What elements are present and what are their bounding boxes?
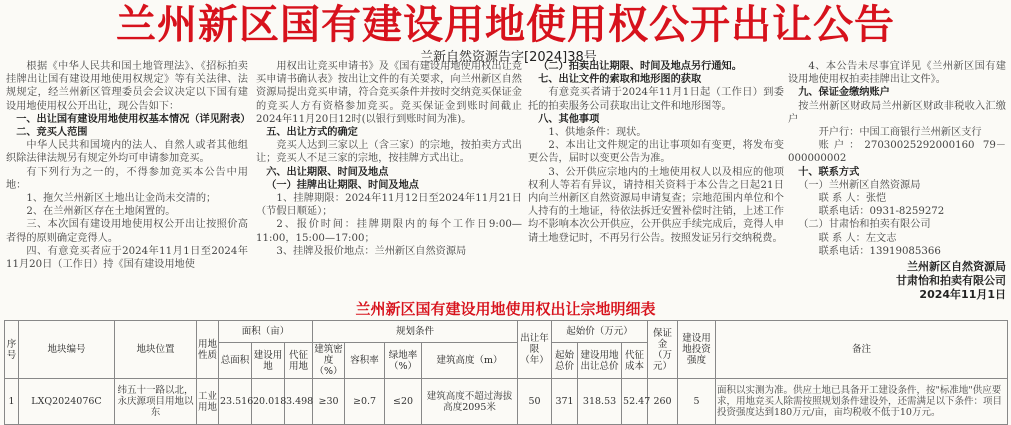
deposit-account-desc: 按兰州新区财政局兰州新区财政非税收入汇缴户 <box>788 100 1006 125</box>
th-use: 用地性质 <box>197 321 219 379</box>
th-location: 地块位置 <box>115 321 197 379</box>
col2-paragraph: 1、挂牌期限：2024年11月12日至2024年11月21日（节假日顺延）； <box>256 193 522 218</box>
th-area-road: 代征用地 <box>285 343 313 379</box>
th-deposit: 保证金（万元） <box>648 321 678 379</box>
cell-area-build: 20.018 <box>252 379 285 425</box>
contact-person-1: 联 系 人：张恺 <box>818 193 887 205</box>
col2-paragraph: （一）挂牌出让期限、时间及地点 <box>266 179 419 191</box>
contact-org-2: （二）甘肃怡和拍卖有限公司 <box>798 219 931 231</box>
cell-use: 工业用地 <box>197 379 219 425</box>
col1-paragraph: 2、在兰州新区存在土地闲置的。 <box>26 206 176 218</box>
col3-paragraph: 1、供地条件：现状。 <box>548 127 647 139</box>
cell-invest: 5 <box>678 379 716 425</box>
cell-code: LXQ2024076C <box>19 379 115 425</box>
col2-paragraph: 六、出让期限、时间及地点 <box>266 166 389 178</box>
th-price-road: 代征成本 <box>622 343 648 379</box>
th-density: 建筑密度（%） <box>314 344 343 377</box>
table-row <box>5 379 1008 425</box>
th-price-start: 起始总价 <box>552 343 578 379</box>
notice-number: 兰新自然资源告字[2024]38号 <box>420 50 597 65</box>
th-plan: 规划条件 <box>313 321 518 343</box>
contact-person-2: 联 系 人：左文志 <box>818 232 897 244</box>
cell-seq: 1 <box>5 379 19 425</box>
col4-lead: 4、本公告未尽事宜详见《兰州新区国有建设用地使用权拍卖挂牌出让文件》。 <box>788 61 1006 86</box>
cell-green: ≤20 <box>385 379 422 425</box>
column-4 <box>788 60 1006 302</box>
th-height: 建筑高度（m） <box>422 343 518 379</box>
col1-paragraph: 四、有意竞买者应于2024年11月1日至2024年11月20日（工作日）持《国有建设用地使 <box>6 245 248 271</box>
deposit-bank: 开户行：中国工商银行兰州新区支行 <box>818 127 982 139</box>
contact-phone-2: 联系电话：13919085366 <box>818 245 941 257</box>
signature-date: 2024年11月1日 <box>919 288 1006 302</box>
col2-paragraph: 五、出让方式的确定 <box>266 127 358 139</box>
th-area-build: 建设用地 <box>252 343 285 379</box>
contact-phone-1: 联系电话：0931-8259272 <box>818 206 945 218</box>
col3-paragraph: 八、其他事项 <box>538 113 600 125</box>
th-price: 起始价（万元） <box>552 321 648 343</box>
col1-paragraph: 三、本次国有建设用地使用权公开出让按照价高者得的原则确定竞得人。 <box>6 219 248 244</box>
contact-heading: 十、联系方式 <box>798 166 860 178</box>
cell-price-road: 52.47 <box>622 379 648 425</box>
th-note: 备注 <box>716 321 1008 379</box>
th-invest: 建设用地投资强度 <box>678 321 716 379</box>
cell-density: ≥30 <box>313 379 345 425</box>
deposit-heading: 九、保证金缴纳账户 <box>798 87 890 99</box>
th-area: 面积（亩） <box>219 321 313 343</box>
th-seq: 序号 <box>5 321 19 379</box>
col3-paragraph: （二）拍卖出让期限、时间及地点另行通知。 <box>538 61 742 72</box>
deposit-account: 账户：27030025292000160 79－000000002 <box>788 140 1006 165</box>
col2-paragraph: 竞买人达到三家以上（含三家）的宗地，按拍卖方式出让；竞买人不足三家的宗地，按挂牌方式出让。 <box>256 140 522 165</box>
th-far: 容积率 <box>345 343 385 379</box>
th-area-total: 总面积 <box>219 343 252 379</box>
cell-deposit: 260 <box>648 379 678 425</box>
cell-note: 面积以实测为准。供应土地已具备开工建设条件，按"标准地"供应要求，用地竞买人除需按照规划条件建设外，还需满足以下条件：项目投资强度达到180万元/亩，亩均税收不低于10万元。 <box>716 379 1008 425</box>
th-green: 绿地率（%） <box>385 343 422 379</box>
cell-location: 纬五十一路以北，永庆源项目用地以东 <box>115 379 197 425</box>
col2-paragraph: 用权出让竞买申请书》及《国有建设用地使用权出让竞买申请书确认表》按出让文件的有关要求，向兰州新区自然资源局提出竞买申请，符合竞买条件并按时交纳竞买保证金的竞买人方有资格参加竞买。竞买保证金到账时间截止2024年11月20日12时(以银行到账时间为准)。 <box>256 61 522 125</box>
cell-price-land: 318.53 <box>578 379 622 425</box>
parcel-table <box>4 320 1008 425</box>
cell-years: 50 <box>518 379 552 425</box>
col3-paragraph: 3、公开供应宗地内的土地使用权人以及相应的他项权利人等若有异议，请持相关资料于本公告之日起21日内向兰州新区自然资源局申请复查；宗地范围内单位和个人持有的土地证，待依法拆迁安置补偿时注销，上述工作均不影响本次公开供应，公开供应手续完成后，竞得人申请土地登记时，不再另行公告。按照发证另行交纳税费。 <box>528 166 784 244</box>
th-code: 地块编号 <box>19 321 115 379</box>
cell-far: ≥0.7 <box>345 379 385 425</box>
column-2 <box>256 60 522 258</box>
col2-paragraph: 2、报价时间：挂牌期限内的每个工作日9:00—11:00，15:00—17:00； <box>256 219 522 244</box>
col1-paragraph: 一、出让国有建设用地使用权基本情况（详见附表） <box>16 113 251 125</box>
table-title: 兰州新区国有建设用地使用权出让宗地明细表 <box>355 300 656 318</box>
signature-org-1: 兰州新区自然资源局 <box>907 260 1006 274</box>
contact-org-1: （一）兰州新区自然资源局 <box>798 179 921 191</box>
cell-height: 建筑高度不超过海拔高度2095米 <box>422 379 518 425</box>
th-price-land: 建设用地出让总价 <box>578 343 622 379</box>
page-title: 兰州新区国有建设用地使用权公开出让公告 <box>116 2 895 48</box>
signature-org-2: 甘肃怡和拍卖有限公司 <box>896 274 1006 288</box>
col1-paragraph: 二、竞买人范围 <box>16 127 88 139</box>
col1-paragraph: 有下列行为之一的，不得参加竞买本公告中用地： <box>6 166 248 191</box>
th-years: 出让年限（年） <box>518 321 552 379</box>
col1-paragraph: 根据《中华人民共和国土地管理法》、《招标拍卖挂牌出让国有建设用地使用权规定》等有关法律、法规规定，经兰州新区管理委员会会议决定以下国有建设用地使用权公开出让，现公告如下： <box>6 61 248 112</box>
col2-paragraph: 3、挂牌及报价地点：兰州新区自然资源局 <box>276 245 467 257</box>
cell-area-road: 3.498 <box>285 379 313 425</box>
col3-paragraph: 有意竞买者请于2024年11月1日起（工作日）到委托的拍卖服务公司获取出让文件和地形图等。 <box>528 87 784 112</box>
col3-paragraph: 2、本出让文件规定的出让事项如有变更，将发布变更公告，届时以变更公告为准。 <box>528 140 784 165</box>
cell-price-start: 371 <box>552 379 578 425</box>
column-1 <box>6 60 251 271</box>
cell-area-total: 23.516 <box>219 379 252 425</box>
column-3 <box>528 60 784 245</box>
col1-paragraph: 中华人民共和国境内的法人、自然人或者其他组织除法律法规另有规定外均可申请参加竞买。 <box>6 140 248 165</box>
col3-paragraph: 七、出让文件的索取和地形图的获取 <box>538 74 702 86</box>
col1-paragraph: 1、拖欠兰州新区土地出让金尚未交清的； <box>26 193 217 205</box>
